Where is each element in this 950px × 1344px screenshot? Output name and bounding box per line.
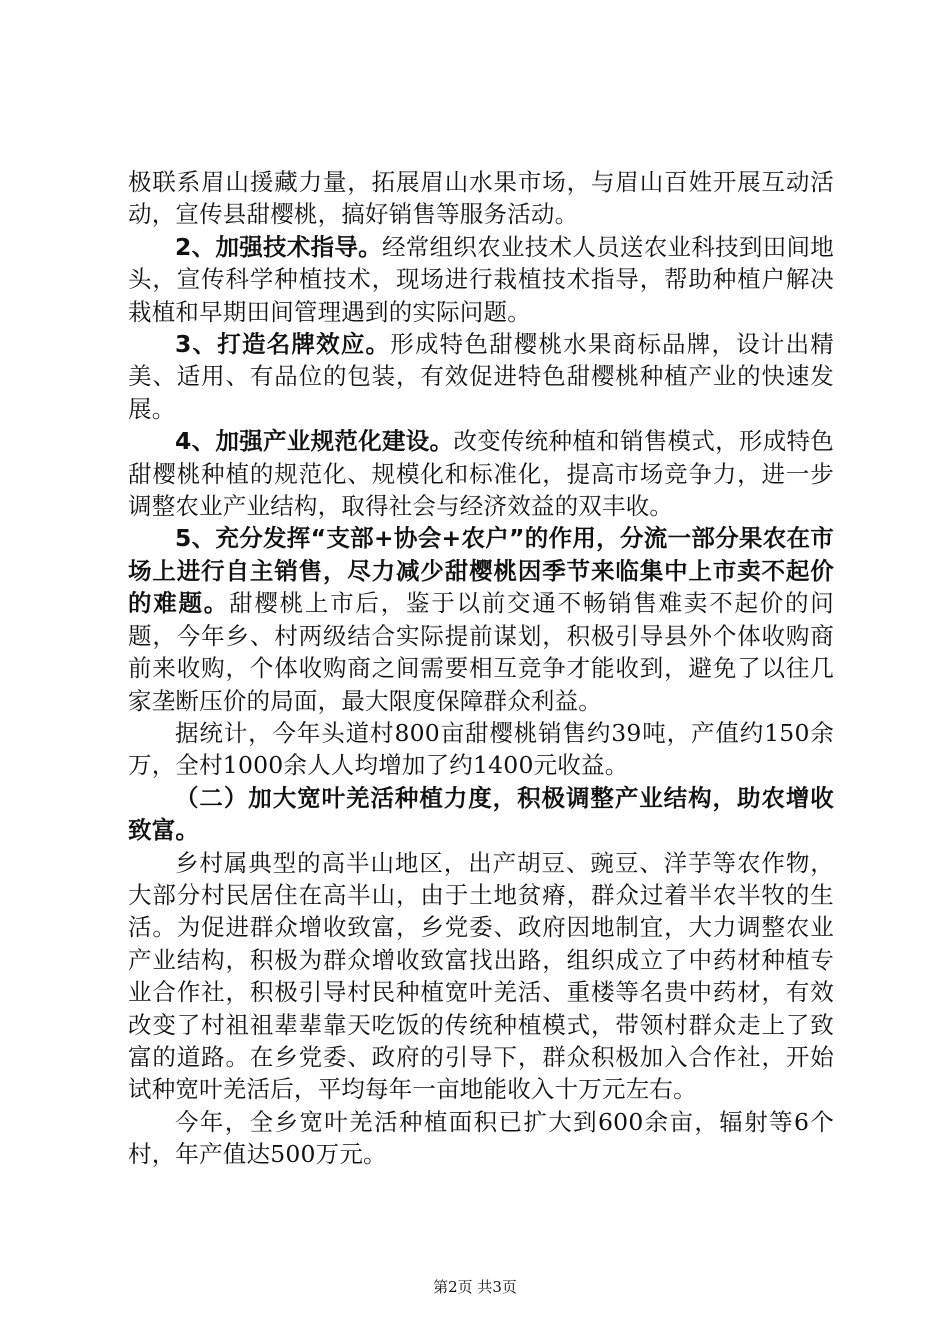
page-footer — [0, 1276, 950, 1297]
paragraph-4 — [128, 425, 834, 522]
paragraph-6 — [128, 717, 834, 782]
paragraph-5 — [128, 522, 834, 716]
paragraph-9 — [128, 1106, 834, 1171]
paragraph-2 — [128, 231, 834, 328]
page-number: 第2页 共3页 — [433, 1278, 517, 1296]
paragraph-text: 甜樱桃上市后，鉴于以前交通不畅销售难卖不起价的问题，今年乡、村两级结合实际提前谋划，积极引导县外个体收购商前来收购，个体收购商之间需要相互竞争才能收到，避免了以往几家垄断压价的局面，最大限度保障群众利益。 — [128, 589, 834, 715]
paragraph-text: 今年，全乡宽叶羌活种植面积已扩大到600余亩，辐射等6个村，年产值达500万元。 — [128, 1107, 834, 1169]
paragraph-heading: 5、充分发挥“支部+协会+农户”的作用，分流一部分果农在市场上进行自主销售，尽力减少甜樱桃因季节来临集中上市卖不起价的难题。 — [128, 524, 834, 618]
document-body — [128, 166, 834, 1171]
paragraph-text: 经常组织农业技术人员送农业科技到田间地头，宣传科学种植技术，现场进行栽植技术指导，帮助种植户解决栽植和早期田间管理遇到的实际问题。 — [128, 232, 834, 326]
paragraph-heading: 3、打造名牌效应。 — [175, 330, 391, 359]
paragraph-8 — [128, 847, 834, 1106]
paragraph-1 — [128, 166, 834, 231]
section-heading — [128, 782, 834, 847]
paragraph-text: 改变传统种植和销售模式，形成特色甜樱桃种植的规范化、规模化和标准化，提高市场竞争力，进一步调整农业产业结构，取得社会与经济效益的双丰收。 — [128, 427, 834, 521]
paragraph-text: 形成特色甜樱桃水果商标品牌，设计出精美、适用、有品位的包装，有效促进特色甜樱桃种植产业的快速发展。 — [128, 330, 834, 423]
paragraph-text: 据统计，今年头道村800亩甜樱桃销售约39吨，产值约150余万，全村1000余人人均增加了约1400元收益。 — [128, 718, 834, 780]
paragraph-heading: 4、加强产业规范化建设。 — [175, 427, 454, 456]
paragraph-3 — [128, 328, 834, 425]
paragraph-text: 极联系眉山援藏力量，拓展眉山水果市场，与眉山百姓开展互动活动，宣传县甜樱桃，搞好销售等服务活动。 — [128, 168, 834, 229]
paragraph-text: 乡村属典型的高半山地区，出产胡豆、豌豆、洋芋等农作物，大部分村民居住在高半山，由于土地贫瘠，群众过着半农半牧的生活。为促进群众增收致富，乡党委、政府因地制宜，大力调整农业产业结构，积极为群众增收致富找出路，组织成立了中药材种植专业合作社，积极引导村民种植宽叶羌活、重楼等名贵中药材，有效改变了村祖祖辈辈靠天吃饭的传统种植模式，带领村群众走上了致富的道路。在乡党委、政府的引导下，群众积极加入合作社，开始试种宽叶羌活后，平均每年一亩地能收入十万元左右。 — [128, 848, 834, 1104]
section-heading-text: （二）加大宽叶羌活种植力度，积极调整产业结构，助农增收致富。 — [128, 783, 834, 845]
paragraph-heading: 2、加强技术指导。 — [175, 232, 382, 261]
